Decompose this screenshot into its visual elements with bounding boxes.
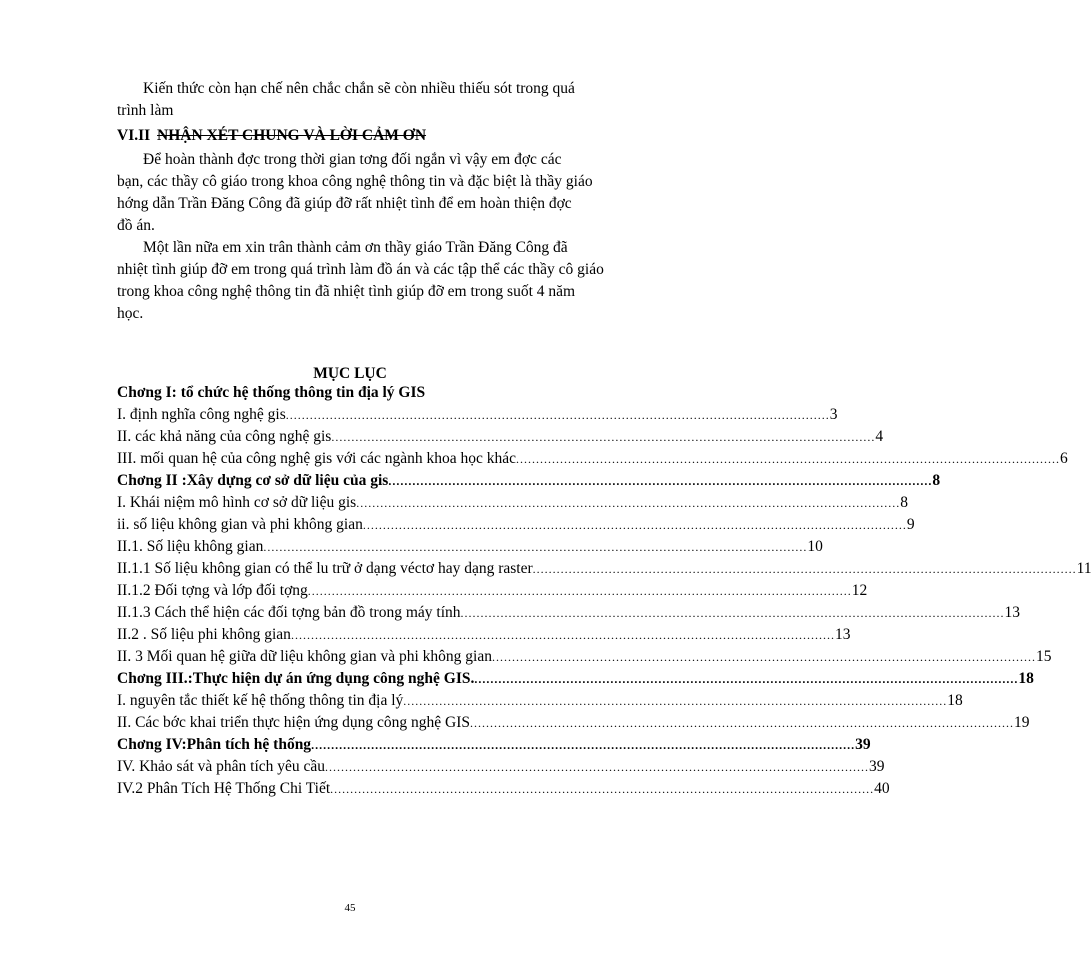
toc-entry-page: 8 xyxy=(900,494,908,511)
toc-entry xyxy=(117,648,1052,670)
toc-entry-chapter-4 xyxy=(117,736,871,758)
paragraph-1-line-1: Để hoàn thành đợc trong thời gian tơng đối ngắn vì vậy em đợc các xyxy=(143,151,562,168)
toc-dot-leader: ........................................................................................................................................ xyxy=(307,584,852,598)
toc-entry xyxy=(117,758,885,780)
toc-dot-leader: ........................................................................................................................................ xyxy=(388,474,933,488)
paragraph-1-line-3: hớng dẫn Trần Đăng Công đã giúp đỡ rất nhiệt tình để em hoàn thiện đợc xyxy=(117,195,572,212)
toc-entry-text: II. Các bớc khai triển thực hiện ứng dụng công nghệ GIS xyxy=(117,714,470,731)
toc-dot-leader: ........................................................................................................................................ xyxy=(263,540,808,554)
toc-entry-text: II.1. Số liệu không gian xyxy=(117,538,264,555)
intro-line-1: Kiến thức còn hạn chế nên chắc chắn sẽ còn nhiều thiếu sót trong quá xyxy=(143,80,575,97)
toc-entry-page: 12 xyxy=(851,582,868,599)
paragraph-2-line-2: nhiệt tình giúp đỡ em trong quá trình làm đồ án và các tập thể các thầy cô giáo xyxy=(117,261,604,278)
toc-entry xyxy=(117,714,1030,736)
toc-entry-text: Chơng I: tổ chức hệ thống thông tin địa lý GIS xyxy=(117,384,426,401)
toc-entry xyxy=(117,494,908,516)
toc-entry-text: I. nguyên tắc thiết kế hệ thống thông tin địa lý xyxy=(117,692,404,709)
toc-title: MỤC LỤC xyxy=(313,365,387,382)
toc-entry-page: 18 xyxy=(1018,670,1034,687)
toc-entry-text: II. các khả năng của công nghệ gis xyxy=(117,428,332,445)
toc-entry-page: 15 xyxy=(1035,648,1052,665)
toc-entry-page: 40 xyxy=(874,780,890,797)
paragraph-1-line-4: đồ án. xyxy=(117,217,155,234)
toc-dot-leader: ........................................................................................................................................ xyxy=(474,672,1019,686)
toc-entry-page: 4 xyxy=(875,428,884,445)
toc-entry-page: 13 xyxy=(834,626,851,643)
toc-entry-text: III. mối quan hệ của công nghệ gis với các ngành khoa học khác xyxy=(117,450,517,467)
toc-dot-leader: ........................................................................................................................................ xyxy=(330,782,875,796)
toc-dot-leader: ........................................................................................................................................ xyxy=(331,430,876,444)
toc-dot-leader: ........................................................................................................................................ xyxy=(290,628,835,642)
toc-entry-text: II.1.1 Số liệu không gian có thể lu trữ ở dạng véctơ hay dạng raster xyxy=(117,560,533,577)
toc-entry-text: I. Khái niệm mô hình cơ sở dữ liệu gis xyxy=(117,494,357,511)
toc-entry xyxy=(117,406,838,428)
toc-entry-text: IV. Khảo sát và phân tích yêu cầu xyxy=(117,758,326,775)
toc-dot-leader: ........................................................................................................................................ xyxy=(325,760,870,774)
toc-entry-text: IV.2 Phân Tích Hệ Thống Chi Tiết xyxy=(117,780,331,797)
toc-entry-text: ii. số liệu không gian và phi không gian xyxy=(117,516,363,533)
section-title: NHẬN XÉT CHUNG VÀ LỜI CẢM ƠN xyxy=(157,127,427,144)
toc-entry xyxy=(117,582,868,604)
toc-entry-page: 39 xyxy=(869,758,885,775)
toc-entry-page: 19 xyxy=(1014,714,1030,731)
toc-entry-text: Chơng IV:Phân tích hệ thống xyxy=(117,736,312,753)
toc-entry-page: 11 xyxy=(1076,560,1092,577)
toc-entry-chapter-1 xyxy=(117,384,426,406)
toc-entry-page: 3 xyxy=(829,406,838,423)
toc-dot-leader: ........................................................................................................................................ xyxy=(532,562,1077,576)
toc-dot-leader: ........................................................................................................................................ xyxy=(460,606,1005,620)
toc-entry-text: I. định nghĩa công nghệ gis xyxy=(117,406,286,423)
toc-entry xyxy=(117,560,1092,582)
toc-entry xyxy=(117,780,890,802)
toc-dot-leader: ........................................................................................................................................ xyxy=(403,694,948,708)
section-heading xyxy=(117,127,426,145)
section-number: VI.II xyxy=(117,127,151,144)
toc-entry xyxy=(117,538,823,560)
toc-dot-leader: ........................................................................................................................................ xyxy=(362,518,907,532)
toc-entry-text: Chơng II :Xây dựng cơ sở dữ liệu của gis xyxy=(117,472,389,489)
toc-dot-leader: ........................................................................................................................................ xyxy=(285,408,830,422)
toc-entry-page: 6 xyxy=(1060,450,1068,467)
paragraph-2-line-3: trong khoa công nghệ thông tin đã nhiệt tình giúp đỡ em trong suốt 4 năm xyxy=(117,283,576,300)
toc-dot-leader: ........................................................................................................................................ xyxy=(356,496,901,510)
toc-entry xyxy=(117,692,963,714)
toc-entry-page: 8 xyxy=(932,472,941,489)
toc-entry-page: 18 xyxy=(947,692,963,709)
toc-entry xyxy=(117,450,1068,472)
toc-entry-page: 39 xyxy=(855,736,871,753)
toc-dot-leader: ........................................................................................................................................ xyxy=(516,452,1061,466)
toc-entry-page: 9 xyxy=(906,516,915,533)
toc-entry xyxy=(117,516,915,538)
toc-entry-chapter-2 xyxy=(117,472,941,494)
paragraph-1-line-2: bạn, các thầy cô giáo trong khoa công nghệ thông tin và đặc biệt là thầy giáo xyxy=(117,173,593,190)
toc-entry xyxy=(117,604,1021,626)
intro-line-2: trình làm xyxy=(117,102,174,119)
toc-entry-page: 13 xyxy=(1004,604,1021,621)
toc-dot-leader: ........................................................................................................................................ xyxy=(311,738,856,752)
toc-entry-text: II.1.2 Đối tợng và lớp đối tợng xyxy=(117,582,308,599)
toc-dot-leader: ........................................................................................................................................ xyxy=(491,650,1036,664)
toc-entry-text: II.2 . Số liệu phi không gian xyxy=(117,626,291,643)
toc-entry-text: II.1.3 Cách thể hiện các đối tợng bản đồ trong máy tính xyxy=(117,604,461,621)
toc-entry xyxy=(117,626,851,648)
toc-dot-leader: ........................................................................................................................................ xyxy=(470,716,1014,730)
toc-entry-page: 10 xyxy=(807,538,823,555)
page-number: 45 xyxy=(344,902,356,914)
toc-entry-chapter-3 xyxy=(117,670,1034,692)
paragraph-2-line-1: Một lần nữa em xin trân thành cảm ơn thầy giáo Trần Đăng Công đã xyxy=(143,239,568,256)
toc-entry-text: II. 3 Mối quan hệ giữa dữ liệu không gian và phi không gian xyxy=(117,648,492,665)
paragraph-2-line-4: học. xyxy=(117,305,144,322)
toc-entry xyxy=(117,428,884,450)
toc-entry-text: Chơng III.:Thực hiện dự án ứng dụng công nghệ GIS. xyxy=(117,670,475,687)
